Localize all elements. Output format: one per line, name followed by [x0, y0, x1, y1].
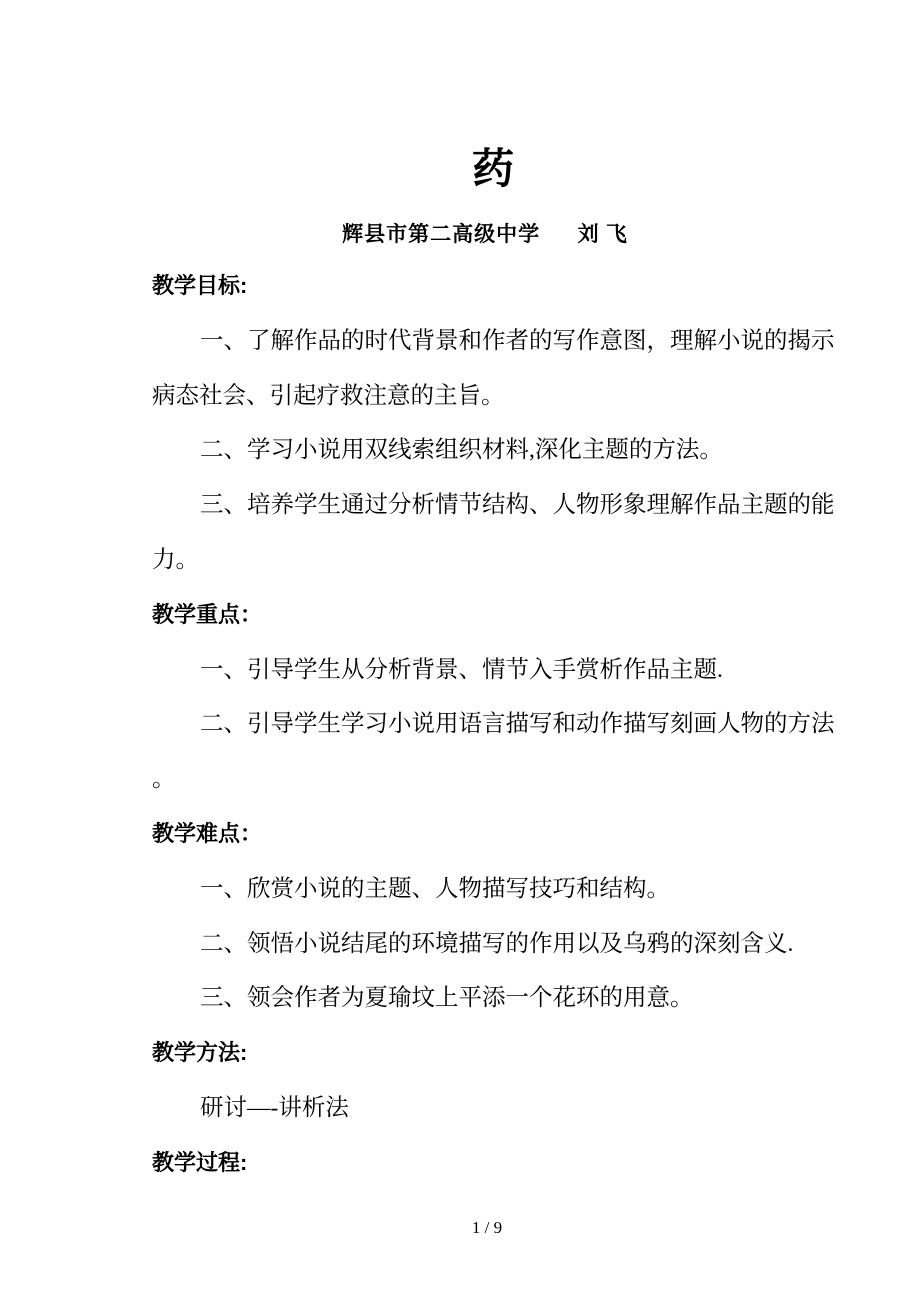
- heading-goals: 教学目标:: [152, 273, 248, 298]
- goal-line: 力。: [152, 546, 199, 573]
- goal-line: 三、培养学生通过分析情节结构、人物形象理解作品主题的能: [200, 492, 835, 519]
- focus-line: 一、引导学生从分析背景、情节入手赏析作品主题.: [200, 656, 723, 683]
- heading-process: 教学过程:: [152, 1149, 248, 1175]
- focus-line: 。: [152, 766, 176, 793]
- difficulty-line: 三、领会作者为夏瑜坟上平添一个花环的用意。: [200, 985, 694, 1012]
- goal-line: 二、学习小说用双线索组织材料,深化主题的方法。: [200, 437, 723, 464]
- goal-line: 病态社会、引起疗救注意的主旨。: [152, 382, 505, 409]
- method-line: 研讨—-讲析法: [200, 1094, 349, 1121]
- heading-method: 教学方法:: [152, 1040, 248, 1066]
- difficulty-line: 一、欣赏小说的主题、人物描写技巧和结构。: [200, 875, 670, 902]
- page-number: 1 / 9: [471, 1218, 503, 1237]
- focus-line: 二、引导学生学习小说用语言描写和动作描写刻画人物的方法: [200, 711, 835, 738]
- author-line: 辉县市第二高级中学 刘 飞: [342, 222, 628, 246]
- goal-line: 一、了解作品的时代背景和作者的写作意图，理解小说的揭示: [200, 327, 835, 354]
- document-body: [152, 265, 835, 1197]
- heading-difficulty: 教学难点：: [152, 820, 263, 846]
- difficulty-line: 二、领悟小说结尾的环境描写的作用以及乌鸦的深刻含义.: [200, 930, 794, 957]
- document-title: 药: [471, 147, 514, 193]
- heading-focus: 教学重点：: [152, 601, 263, 627]
